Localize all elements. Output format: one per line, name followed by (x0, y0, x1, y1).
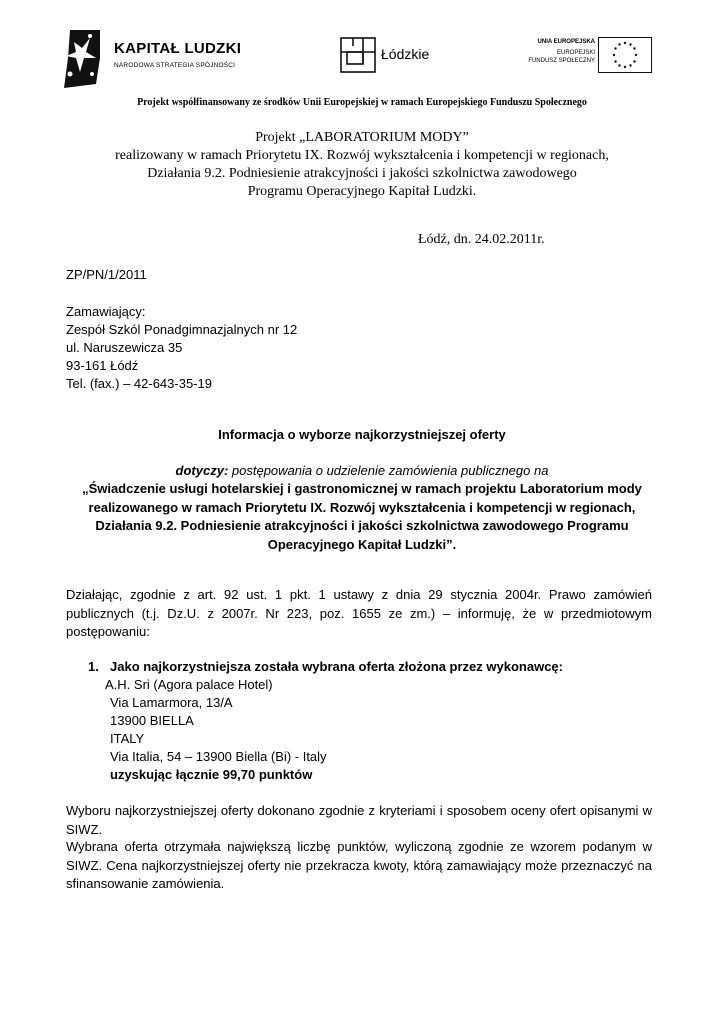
closing-paragraph-1: Wyboru najkorzystniejszej oferty dokonano zgodnie z kryteriami i sposobem oceny ofert opisanymi w SIWZ. (66, 803, 652, 837)
kapital-ludzki-subtitle: NARODOWA STRATEGIA SPÓJNOŚCI (114, 62, 236, 69)
subject-intro: postępowania o udzielenie zamówienia publicznego na (228, 463, 549, 478)
eu-logo (512, 37, 652, 77)
contracting-street: ul. Naruszewicza 35 (66, 340, 183, 355)
kapital-ludzki-logo (60, 26, 260, 92)
project-title: Projekt „LABORATORIUM MODY” (255, 130, 469, 145)
notice-title: Informacja o wyborze najkorzystniejszej oferty (218, 427, 506, 442)
subject-line-2: realizowanego w ramach Priorytetu IX. Rozwój wykształcenia i kompetencji w regionach, (88, 500, 636, 515)
legal-basis-paragraph: Działając, zgodnie z art. 92 ust. 1 pkt. 1 ustawy z dnia 29 stycznia 2004r. Prawo zamówień publicznych (t.j. Dz.U. z 2007r. Nr 223, poz. 1655 ze zm.) – informuję, że w przedmiotowym postępowaniu: (66, 587, 652, 639)
date-place: Łódź, dn. 24.02.2011r. (418, 232, 545, 247)
subject-label: dotyczy: (175, 463, 229, 478)
subject-line-3: Działania 9.2. Podniesienie atrakcyjności i jakości szkolnictwa zawodowego Programu (95, 518, 629, 533)
project-line-4: Programu Operacyjnego Kapitał Ludzki. (247, 184, 477, 199)
ue-line-2: EUROPEJSKI (556, 50, 595, 56)
cofinancing-note: Projekt współfinansowany ze środków Unii Europejskiej w ramach Europejskiego Funduszu Społecznego (137, 97, 587, 108)
winner-address-alt: Via Italia, 54 – 13900 Biella (Bi) - Italy (110, 749, 327, 764)
ue-line-1: UNIA EUROPEJSKA (537, 39, 595, 45)
contracting-name: Zespół Szkól Ponadgimnazjalnych nr 12 (66, 322, 298, 337)
subject-line-4: Operacyjnego Kapitał Ludzki”. (267, 537, 457, 552)
ue-line-3: FUNDUSZ SPOŁECZNY (528, 58, 595, 64)
winner-name: A.H. Sri (Agora palace Hotel) (105, 677, 273, 692)
subject-intro-line (0, 462, 724, 481)
contracting-phone: Tel. (fax.) – 42-643-35-19 (66, 376, 212, 391)
winner-postcode-city: 13900 BIELLA (110, 713, 194, 728)
contracting-label: Zamawiający: (66, 304, 146, 319)
contracting-city: 93-161 Łódź (66, 358, 139, 373)
lodzkie-emblem-icon (339, 36, 379, 74)
project-line-3: Działania 9.2. Podniesienie atrakcyjności i jakości szkolnictwa zawodowego (147, 166, 577, 181)
kapital-ludzki-emblem-icon (60, 28, 104, 90)
reference-number: ZP/PN/1/2011 (66, 267, 147, 282)
lodzkie-label: Łódzkie (381, 46, 430, 62)
winner-score: uzyskując łącznie 99,70 punktów (110, 767, 313, 782)
winner-country: ITALY (110, 731, 145, 746)
subject-line-1: „Świadczenie usługi hotelarskiej i gastronomicznej w ramach projektu Laboratorium mody (82, 481, 642, 496)
eu-flag-icon (598, 37, 652, 73)
project-line-2: realizowany w ramach Priorytetu IX. Rozwój wykształcenia i kompetencji w regionach, (115, 148, 609, 163)
closing-paragraph-2: Wybrana oferta otrzymała największą liczbę punktów, wyliczoną zgodnie ze wzorem podanym w SIWZ. Cena najkorzystniejszej oferty nie przekracza kwoty, którą zamawiający może przeznaczyć na sfinansowanie zamówienia. (66, 839, 652, 891)
winner-street: Via Lamarmora, 13/A (110, 695, 233, 710)
lodzkie-logo (339, 36, 449, 76)
winner-heading: Jako najkorzystniejsza została wybrana oferta złożona przez wykonawcę: (110, 659, 563, 674)
winner-number: 1. (88, 659, 99, 674)
kapital-ludzki-title: KAPITAŁ LUDZKI (114, 40, 242, 57)
